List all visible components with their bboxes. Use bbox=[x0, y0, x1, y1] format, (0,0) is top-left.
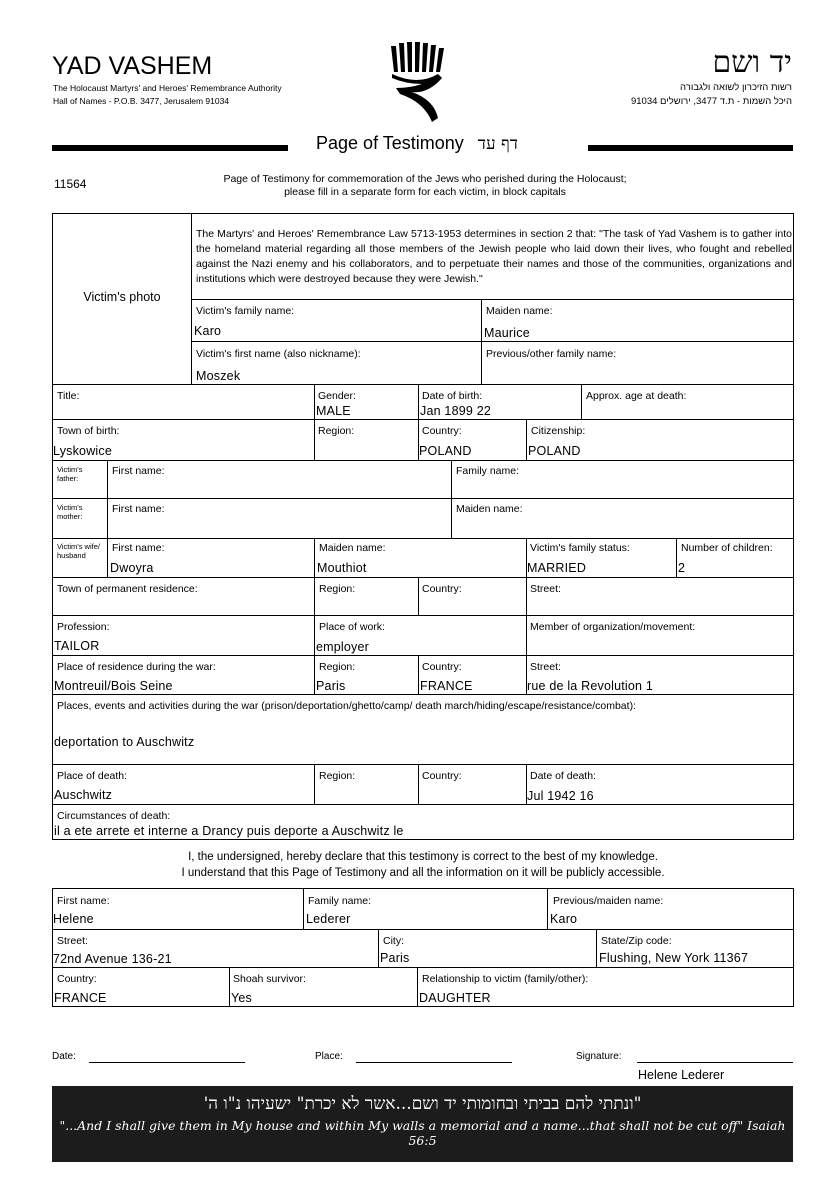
place-of-work-label: Place of work: bbox=[319, 621, 385, 633]
title-label: Title: bbox=[57, 390, 80, 402]
war-street-label: Street: bbox=[530, 661, 561, 673]
maiden-name-label: Maiden name: bbox=[486, 305, 553, 317]
shoah-survivor-label: Shoah survivor: bbox=[233, 973, 306, 985]
permanent-residence-label: Town of permanent residence: bbox=[57, 583, 198, 595]
victim-first-name-label: Victim's first name (also nickname): bbox=[196, 348, 361, 360]
declaration-line-1: I, the undersigned, hereby declare that this testimony is correct to the best of my knowledge. bbox=[188, 851, 658, 863]
war-events-field[interactable]: deportation to Auschwitz bbox=[54, 735, 195, 749]
circumstances-label: Circumstances of death: bbox=[57, 810, 171, 822]
banner-quote-he: "ונתתי להם בביתי ובחומותי יד ושם...אשר לא יכרת" ישעיהו נ"ו ה' bbox=[203, 1094, 642, 1114]
page-title bbox=[0, 133, 834, 154]
death-region-label: Region: bbox=[319, 770, 356, 782]
birth-country-field[interactable]: POLAND bbox=[419, 444, 472, 458]
profession-label: Profession: bbox=[57, 621, 110, 633]
page-title-en: Page of Testimony bbox=[316, 133, 464, 153]
law-text: The Martyrs' and Heroes' Remembrance Law 5713-1953 determines in section 2 that: "The task of Yad Vashem is to gather into the homeland material regarding all those members of the Jewish people who laid down their lives, who fought and rebelled against the Nazi enemy and his collaborators, and to perpetuate their names and those of the communities, organizations and institutions which were destroyed because they were Jewish." bbox=[196, 228, 792, 285]
intro-text bbox=[180, 173, 670, 199]
signature-name: Helene Lederer bbox=[638, 1068, 725, 1082]
war-region-label: Region: bbox=[319, 661, 356, 673]
org-subtitle-en-2: Hall of Names - P.O.B. 3477, Jerusalem 91034 bbox=[53, 96, 230, 106]
intro-line-2: please fill in a separate form for each victim, in block capitals bbox=[284, 186, 566, 198]
victim-family-name-field[interactable]: Karo bbox=[194, 324, 222, 338]
circumstances-field[interactable]: il a ete arrete et interne a Drancy puis deporte a Auschwitz le bbox=[54, 824, 404, 838]
spouse-side-label: Victim's wife/ husband bbox=[57, 542, 100, 560]
mother-first-name-label: First name: bbox=[112, 503, 165, 515]
father-side-label: Victim's father: bbox=[57, 465, 83, 483]
spouse-maiden-name-field[interactable]: Mouthiot bbox=[317, 561, 367, 575]
spouse-first-name-label: First name: bbox=[112, 542, 165, 554]
signature-field[interactable] bbox=[637, 1062, 793, 1063]
war-country-field[interactable]: FRANCE bbox=[420, 679, 473, 693]
residence-country-label: Country: bbox=[422, 583, 462, 595]
mother-side-label: Victim's mother: bbox=[57, 503, 83, 521]
victim-photo-placeholder[interactable]: Victim's photo bbox=[83, 290, 161, 304]
date-of-birth-label: Date of birth: bbox=[422, 390, 483, 402]
submitter-family-name-label: Family name: bbox=[308, 895, 372, 907]
residence-region-label: Region: bbox=[319, 583, 356, 595]
shoah-survivor-field[interactable]: Yes bbox=[231, 991, 252, 1005]
submitter-first-name-field[interactable]: Helene bbox=[53, 912, 94, 926]
submitter-street-field[interactable]: 72nd Avenue 136-21 bbox=[53, 952, 172, 966]
organization-member-label: Member of organization/movement: bbox=[530, 621, 696, 633]
war-region-field[interactable]: Paris bbox=[316, 679, 346, 693]
spouse-first-name-field[interactable]: Dwoyra bbox=[110, 561, 154, 575]
gender-field[interactable]: MALE bbox=[316, 404, 351, 418]
date-of-birth-field[interactable]: Jan 1899 22 bbox=[420, 404, 492, 418]
relationship-label: Relationship to victim (family/other): bbox=[422, 973, 589, 985]
org-name-he: יד ושם bbox=[712, 45, 792, 80]
maiden-name-field[interactable]: Maurice bbox=[484, 326, 530, 340]
intro-line-1: Page of Testimony for commemoration of the Jews who perished during the Holocaust; bbox=[223, 173, 627, 185]
banner-quote-en: "...And I shall give them in My house and within My walls a memorial and a name...that shall not be cut off" Isaiah 56:5 bbox=[59, 1118, 786, 1148]
family-status-field[interactable]: MARRIED bbox=[527, 561, 587, 575]
submitter-first-name-label: First name: bbox=[57, 895, 110, 907]
place-label: Place: bbox=[315, 1051, 343, 1062]
date-field[interactable] bbox=[89, 1062, 245, 1063]
submitter-family-name-field[interactable]: Lederer bbox=[306, 912, 351, 926]
age-at-death-label: Approx. age at death: bbox=[586, 390, 687, 402]
previous-family-name-label: Previous/other family name: bbox=[486, 348, 617, 360]
isaiah-quote-banner bbox=[52, 1086, 793, 1162]
submitter-state-field[interactable]: Flushing, New York 11367 bbox=[599, 951, 749, 965]
death-country-label: Country: bbox=[422, 770, 462, 782]
submitter-country-field[interactable]: FRANCE bbox=[54, 991, 107, 1005]
submitter-form bbox=[52, 888, 794, 1007]
number-of-children-field[interactable]: 2 bbox=[678, 561, 686, 575]
birth-region-label: Region: bbox=[318, 425, 355, 437]
org-subtitle-en-1: The Holocaust Martyrs' and Heroes' Remembrance Authority bbox=[53, 83, 282, 93]
place-of-death-label: Place of death: bbox=[57, 770, 128, 782]
place-of-death-field[interactable]: Auschwitz bbox=[54, 788, 113, 802]
citizenship-field[interactable]: POLAND bbox=[528, 444, 581, 458]
org-subtitle-he-2: היכל השמות - ת.ד 3477, ירושלים 91034 bbox=[630, 96, 792, 107]
serial-number: 11564 bbox=[54, 177, 87, 191]
place-of-work-field[interactable]: employer bbox=[316, 640, 370, 654]
submitter-city-label: City: bbox=[383, 935, 404, 947]
submitter-previous-name-label: Previous/maiden name: bbox=[553, 895, 664, 907]
war-events-label: Places, events and activities during the war (prison/deportation/ghetto/camp/ death march/hiding/escape/resistance/combat): bbox=[57, 700, 636, 712]
submitter-state-label: State/Zip code: bbox=[601, 935, 672, 947]
family-status-label: Victim's family status: bbox=[530, 542, 630, 554]
profession-field[interactable]: TAILOR bbox=[54, 639, 100, 653]
date-of-death-label: Date of death: bbox=[530, 770, 596, 782]
page-title-he: דף עד bbox=[477, 134, 518, 154]
citizenship-label: Citizenship: bbox=[531, 425, 586, 437]
father-family-name-label: Family name: bbox=[456, 465, 520, 477]
org-name-en: YAD VASHEM bbox=[52, 52, 213, 80]
signature-label: Signature: bbox=[576, 1051, 622, 1062]
town-of-birth-label: Town of birth: bbox=[57, 425, 120, 437]
gender-label: Gender: bbox=[318, 390, 356, 402]
submitter-city-field[interactable]: Paris bbox=[380, 951, 410, 965]
submitter-previous-name-field[interactable]: Karo bbox=[550, 912, 578, 926]
place-field[interactable] bbox=[356, 1062, 512, 1063]
date-label: Date: bbox=[52, 1051, 76, 1062]
victim-family-name-label: Victim's family name: bbox=[196, 305, 295, 317]
declaration-line-2: I understand that this Page of Testimony and all the information on it will be publicly accessible. bbox=[181, 867, 665, 879]
menorah-logo-icon bbox=[388, 42, 452, 124]
father-first-name-label: First name: bbox=[112, 465, 165, 477]
war-residence-label: Place of residence during the war: bbox=[57, 661, 216, 673]
spouse-maiden-name-label: Maiden name: bbox=[319, 542, 386, 554]
war-country-label: Country: bbox=[422, 661, 462, 673]
org-subtitle-he-1: רשות הזיכרון לשואה ולגבורה bbox=[680, 82, 792, 93]
victim-first-name-field[interactable]: Moszek bbox=[196, 369, 241, 383]
town-of-birth-field[interactable]: Lyskowice bbox=[53, 444, 112, 458]
number-of-children-label: Number of children: bbox=[681, 542, 773, 554]
submitter-country-label: Country: bbox=[57, 973, 97, 985]
date-of-death-field[interactable]: Jul 1942 16 bbox=[527, 789, 594, 803]
mother-maiden-name-label: Maiden name: bbox=[456, 503, 523, 515]
birth-country-label: Country: bbox=[422, 425, 462, 437]
war-street-field[interactable]: rue de la Revolution 1 bbox=[527, 679, 654, 693]
relationship-field[interactable]: DAUGHTER bbox=[419, 991, 491, 1005]
war-residence-field[interactable]: Montreuil/Bois Seine bbox=[54, 679, 173, 693]
submitter-street-label: Street: bbox=[57, 935, 88, 947]
residence-street-label: Street: bbox=[530, 583, 561, 595]
